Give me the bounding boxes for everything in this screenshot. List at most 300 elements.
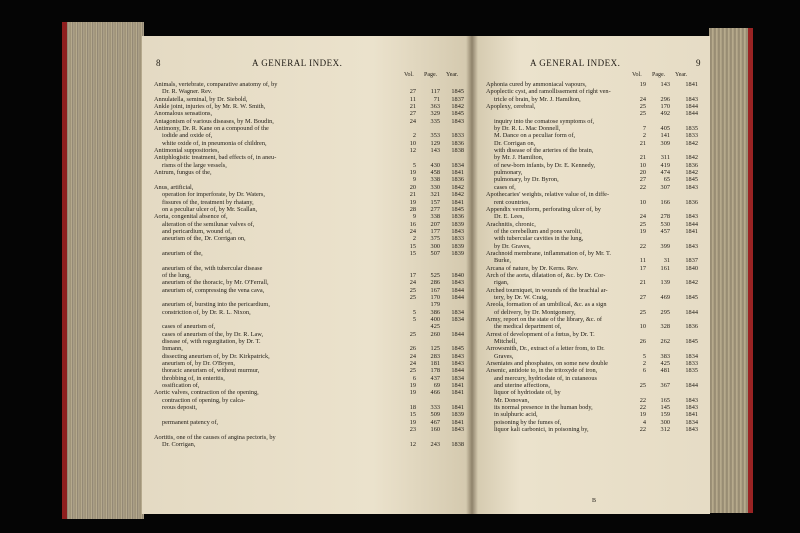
entry-text: Annulatella, seminal, by Dr. Siebold, bbox=[154, 95, 248, 103]
column-header-year: Year. bbox=[446, 72, 459, 78]
entry-page: 419 bbox=[660, 161, 670, 169]
entry-year: 1834 bbox=[451, 316, 464, 323]
column-header-vol: Vol. bbox=[404, 72, 414, 78]
entry-year: 1843 bbox=[685, 213, 698, 221]
index-entry bbox=[154, 331, 464, 338]
entry-year: 1839 bbox=[451, 249, 464, 257]
entry-text: Antrum, fungus of the, bbox=[154, 169, 212, 177]
entry-volume: 9 bbox=[412, 176, 416, 184]
entry-page: 167 bbox=[430, 286, 440, 294]
column-header-year: Year. bbox=[675, 72, 688, 78]
entry-year: 1844 bbox=[451, 286, 464, 294]
entry-volume: 21 bbox=[639, 279, 646, 287]
entry-text: disease of, with regurgitation, by Dr. T. bbox=[162, 338, 261, 346]
index-entry bbox=[486, 213, 704, 220]
entry-page: 65 bbox=[663, 176, 670, 184]
index-entry bbox=[486, 279, 704, 286]
entry-year: 1839 bbox=[451, 242, 464, 250]
index-entry bbox=[154, 206, 464, 213]
index-entries bbox=[486, 81, 704, 434]
entry-year: 1841 bbox=[685, 81, 698, 88]
entry-text: Aortic valves, contraction of the opening, bbox=[154, 389, 259, 397]
right-page bbox=[472, 36, 710, 514]
entry-text: Aorta, congenital absence of, bbox=[154, 213, 228, 221]
entry-text: its normal presence in the human body, bbox=[494, 404, 593, 412]
entry-text: constriction of, by Dr. R. L. Nixon, bbox=[162, 308, 251, 316]
entry-page: 178 bbox=[430, 367, 440, 375]
page-edges-right bbox=[709, 28, 753, 513]
index-entry bbox=[486, 206, 704, 213]
entry-text: of the cerebellum and pons varolii, bbox=[494, 227, 582, 235]
entry-text: Apoplectic cyst, and ramollissement of right ven- bbox=[486, 88, 611, 96]
entry-year: 1841 bbox=[451, 418, 464, 426]
entry-year: 1834 bbox=[685, 418, 698, 426]
index-entry bbox=[486, 169, 704, 176]
entry-volume: 16 bbox=[409, 220, 416, 228]
entry-page: 177 bbox=[430, 227, 440, 235]
entry-text: Arseniates and phosphates, on some new double bbox=[486, 360, 608, 368]
entry-volume: 12 bbox=[409, 440, 416, 448]
index-entry bbox=[486, 331, 704, 338]
index-entry bbox=[154, 426, 464, 433]
entry-volume: 26 bbox=[639, 338, 646, 346]
index-entry bbox=[486, 338, 704, 345]
entry-year: 1834 bbox=[451, 161, 464, 169]
entry-text: contraction of opening, by calca- bbox=[162, 396, 246, 404]
entry-volume: 27 bbox=[639, 176, 646, 184]
entry-text: on a peculiar ulcer of, by Mr. Scallan, bbox=[162, 205, 258, 213]
entry-text: with disease of the arteries of the brain, bbox=[494, 147, 594, 155]
entry-page: 170 bbox=[660, 103, 670, 111]
entry-year: 1842 bbox=[685, 279, 698, 287]
entry-text: Aortitis, one of the causes of angina pectoris, by bbox=[154, 433, 276, 441]
entry-year: 1843 bbox=[451, 117, 464, 125]
entry-volume: 15 bbox=[409, 249, 416, 257]
entry-text: tricle of brain, by Mr. J. Hamilton, bbox=[494, 95, 581, 103]
entry-page: 329 bbox=[430, 110, 440, 118]
entry-page: 386 bbox=[430, 308, 440, 316]
index-entry bbox=[486, 272, 704, 279]
index-entry bbox=[154, 199, 464, 206]
entry-page: 300 bbox=[430, 242, 440, 250]
entry-page: 166 bbox=[660, 198, 670, 206]
index-entry bbox=[154, 81, 464, 88]
entry-page: 296 bbox=[660, 95, 670, 103]
index-entry bbox=[154, 125, 464, 132]
index-entry bbox=[154, 294, 464, 301]
index-entry bbox=[154, 147, 464, 154]
entry-page: 159 bbox=[660, 411, 670, 419]
entry-year: 1834 bbox=[685, 352, 698, 360]
entry-text: in sulphuric acid, bbox=[494, 411, 538, 419]
entry-volume: 19 bbox=[409, 382, 416, 390]
entry-text: aneurism of the, Dr. Corrigan on, bbox=[162, 235, 246, 243]
entry-volume: 21 bbox=[639, 139, 646, 147]
entry-text: thoracic aneurism of, without murmur, bbox=[162, 367, 260, 375]
entry-page: 425 bbox=[430, 323, 440, 331]
entry-page: 312 bbox=[660, 426, 670, 434]
entry-page: 338 bbox=[430, 213, 440, 221]
index-entry bbox=[486, 404, 704, 411]
entry-text: tery, by Dr. W. Craig, bbox=[494, 293, 548, 301]
entry-text: Antagonism of various diseases, by M. Boudin, bbox=[154, 117, 274, 125]
entry-volume: 5 bbox=[642, 352, 646, 360]
index-entry bbox=[154, 110, 464, 117]
entry-year: 1845 bbox=[685, 338, 698, 346]
index-entry bbox=[154, 367, 464, 374]
index-entry bbox=[154, 301, 464, 308]
entry-text: Mr. Donovan, bbox=[494, 396, 530, 404]
entry-page: 278 bbox=[660, 213, 670, 221]
entry-text: of the lung, bbox=[162, 271, 191, 279]
index-entry bbox=[154, 169, 464, 176]
entry-text: Inmann, bbox=[162, 345, 183, 353]
entry-text: inquiry into the comatose symptoms of, bbox=[494, 117, 595, 125]
entry-page: 383 bbox=[660, 352, 670, 360]
entry-page: 525 bbox=[430, 271, 440, 279]
index-entry bbox=[486, 110, 704, 117]
entry-volume: 25 bbox=[639, 103, 646, 111]
entry-year: 1836 bbox=[451, 213, 464, 221]
index-entry bbox=[486, 235, 704, 242]
index-entry bbox=[154, 191, 464, 198]
entry-year: 1844 bbox=[451, 330, 464, 338]
index-entry bbox=[154, 375, 464, 382]
entry-text: Antimony, Dr. R. Kane on a compound of the bbox=[154, 125, 269, 133]
entry-page: 405 bbox=[660, 125, 670, 133]
index-entry bbox=[154, 279, 464, 286]
entry-text: Arched tourniquet, in wounds of the brachial ar- bbox=[486, 286, 608, 294]
entry-year: 1841 bbox=[685, 227, 698, 235]
entry-volume: 25 bbox=[639, 110, 646, 118]
index-entry bbox=[154, 272, 464, 279]
index-entry bbox=[154, 250, 464, 257]
entry-text: Dr. R. Wagner. Rev. bbox=[162, 88, 213, 96]
entry-volume: 25 bbox=[409, 286, 416, 294]
entry-text: aneurism of the, with tubercular disease bbox=[162, 264, 263, 272]
entry-year: 1844 bbox=[685, 382, 698, 390]
entry-page: 125 bbox=[430, 345, 440, 353]
index-entry bbox=[486, 375, 704, 382]
index-entry bbox=[486, 257, 704, 264]
index-entry bbox=[154, 221, 464, 228]
index-entry bbox=[486, 118, 704, 125]
index-entry bbox=[486, 184, 704, 191]
index-entry bbox=[154, 309, 464, 316]
index-entry bbox=[154, 316, 464, 323]
entry-volume: 10 bbox=[639, 161, 646, 169]
entry-year: 1843 bbox=[685, 404, 698, 412]
entry-volume: 19 bbox=[409, 389, 416, 397]
entry-volume: 5 bbox=[412, 161, 416, 169]
entry-text: liquor kali carbonici, in poisoning by, bbox=[494, 426, 589, 434]
entry-year: 1842 bbox=[451, 103, 464, 111]
signature-mark: B bbox=[592, 498, 597, 504]
entry-volume: 24 bbox=[409, 279, 416, 287]
entry-volume: 24 bbox=[639, 95, 646, 103]
entry-text: of new-born infants, by Dr. E. Kennedy, bbox=[494, 161, 596, 169]
entry-year: 1835 bbox=[685, 125, 698, 133]
column-header-page: Page. bbox=[652, 72, 666, 78]
entry-year: 1843 bbox=[685, 183, 698, 191]
entry-text: Dr. Corrigan on, bbox=[494, 139, 536, 147]
entry-page: 437 bbox=[430, 374, 440, 382]
index-entry bbox=[154, 257, 464, 264]
entry-page: 309 bbox=[660, 139, 670, 147]
entry-page: 328 bbox=[660, 323, 670, 331]
entry-text: white oxide of, in pneumonia of children, bbox=[162, 139, 267, 147]
index-entry bbox=[154, 154, 464, 161]
index-entry bbox=[154, 235, 464, 242]
entry-year: 1839 bbox=[451, 411, 464, 419]
entry-year: 1841 bbox=[685, 411, 698, 419]
entry-page: 338 bbox=[430, 176, 440, 184]
index-entry bbox=[154, 338, 464, 345]
entry-volume: 21 bbox=[409, 103, 416, 111]
book-gutter bbox=[466, 36, 478, 514]
entry-volume: 19 bbox=[409, 198, 416, 206]
entry-volume: 21 bbox=[409, 191, 416, 199]
entry-text: cases of aneurism of the, by Dr. R. Law, bbox=[162, 330, 264, 338]
entry-page: 262 bbox=[660, 338, 670, 346]
entry-volume: 2 bbox=[412, 235, 416, 243]
running-head: A GENERAL INDEX. bbox=[252, 58, 343, 68]
entry-text: Burke, bbox=[494, 257, 511, 265]
entry-page: 207 bbox=[430, 220, 440, 228]
index-entry bbox=[486, 96, 704, 103]
entry-year: 1836 bbox=[685, 198, 698, 206]
entry-volume: 24 bbox=[409, 352, 416, 360]
entry-volume: 6 bbox=[412, 374, 416, 382]
entry-year: 1844 bbox=[451, 367, 464, 375]
entry-page: 457 bbox=[660, 227, 670, 235]
entry-page: 469 bbox=[660, 293, 670, 301]
entry-year: 1833 bbox=[451, 132, 464, 140]
entry-page: 474 bbox=[660, 169, 670, 177]
entry-volume: 6 bbox=[642, 367, 646, 375]
entry-volume: 25 bbox=[409, 367, 416, 375]
entry-page: 458 bbox=[430, 169, 440, 177]
index-entry bbox=[486, 309, 704, 316]
entry-year: 1843 bbox=[451, 360, 464, 368]
entry-year: 1845 bbox=[451, 88, 464, 96]
entry-volume: 19 bbox=[409, 418, 416, 426]
index-entry bbox=[154, 434, 464, 441]
index-entry bbox=[486, 140, 704, 147]
entry-year: 1843 bbox=[451, 352, 464, 360]
entry-volume: 25 bbox=[639, 382, 646, 390]
entry-year: 1845 bbox=[451, 110, 464, 118]
entry-year: 1845 bbox=[685, 176, 698, 184]
entry-text: pulmonary, bbox=[494, 169, 523, 177]
index-entry bbox=[486, 162, 704, 169]
entry-page: 143 bbox=[660, 81, 670, 88]
entry-page: 117 bbox=[430, 88, 440, 96]
entry-year: 1843 bbox=[451, 426, 464, 434]
entry-text: by Mr. J. Hamilton, bbox=[494, 154, 544, 162]
entry-text: Arsenic, antidote to, in the tritoxyde of iron, bbox=[486, 367, 598, 375]
page-number: 8 bbox=[156, 58, 161, 68]
index-entry bbox=[486, 176, 704, 183]
page-number: 9 bbox=[696, 58, 701, 68]
index-entry bbox=[154, 88, 464, 95]
index-entry bbox=[154, 441, 464, 448]
page-edges-left bbox=[62, 22, 144, 519]
index-entry bbox=[154, 353, 464, 360]
entry-page: 286 bbox=[430, 279, 440, 287]
entry-volume: 19 bbox=[639, 81, 646, 88]
entry-volume: 20 bbox=[409, 183, 416, 191]
entry-year: 1833 bbox=[685, 360, 698, 368]
index-entry bbox=[486, 243, 704, 250]
entry-year: 1841 bbox=[451, 169, 464, 177]
entry-year: 1844 bbox=[685, 308, 698, 316]
entry-text: Anomalous sensations, bbox=[154, 110, 213, 118]
entry-year: 1845 bbox=[451, 205, 464, 213]
index-entry bbox=[486, 389, 704, 396]
entry-year: 1844 bbox=[685, 110, 698, 118]
entry-text: dissecting aneurism of, by Dr. Kirkpatrick, bbox=[162, 352, 270, 360]
entry-year: 1833 bbox=[451, 235, 464, 243]
index-entry bbox=[486, 345, 704, 352]
index-entry bbox=[486, 316, 704, 323]
entry-volume: 12 bbox=[409, 147, 416, 155]
entry-page: 179 bbox=[430, 301, 440, 309]
entry-year: 1845 bbox=[685, 293, 698, 301]
entry-volume: 25 bbox=[409, 330, 416, 338]
entry-text: Antiphlogistic treatment, bad effects of, in aneu- bbox=[154, 154, 277, 162]
entry-volume: 26 bbox=[409, 345, 416, 353]
index-entry bbox=[486, 301, 704, 308]
entry-year: 1838 bbox=[451, 440, 464, 448]
entry-text: Graves, bbox=[494, 352, 514, 360]
entry-volume: 10 bbox=[409, 139, 416, 147]
entry-page: 260 bbox=[430, 330, 440, 338]
index-entry bbox=[486, 397, 704, 404]
entry-volume: 10 bbox=[639, 198, 646, 206]
entry-page: 295 bbox=[660, 308, 670, 316]
index-entry bbox=[486, 367, 704, 374]
entry-text: Mitchell, bbox=[494, 338, 517, 346]
entry-page: 31 bbox=[663, 257, 670, 265]
entry-volume: 5 bbox=[412, 316, 416, 323]
entry-year: 1843 bbox=[451, 227, 464, 235]
entry-text: aneurism of, bursting into the pericardium, bbox=[162, 301, 270, 309]
index-entry bbox=[154, 404, 464, 411]
index-entry bbox=[486, 199, 704, 206]
entry-page: 157 bbox=[430, 198, 440, 206]
entry-volume: 22 bbox=[639, 404, 646, 412]
index-entry bbox=[154, 162, 464, 169]
entry-page: 145 bbox=[660, 404, 670, 412]
entry-text: pulmonary, by Dr. Byron, bbox=[494, 176, 559, 184]
index-entry bbox=[486, 147, 704, 154]
entry-page: 400 bbox=[430, 316, 440, 323]
entry-text: Arachnoid membrane, inflammation of, by Mr. T. bbox=[486, 249, 611, 257]
entry-text: iodide and oxide of, bbox=[162, 132, 213, 140]
entry-text: Arcana of nature, by Dr. Kerns. Rev. bbox=[486, 264, 579, 272]
entry-text: Ankle joint, injuries of, by Mr. R. W. Smith, bbox=[154, 103, 266, 111]
index-entry bbox=[486, 294, 704, 301]
entry-volume: 22 bbox=[639, 183, 646, 191]
entry-volume: 10 bbox=[639, 323, 646, 331]
index-entry bbox=[486, 419, 704, 426]
entry-text: Arrowsmith, Dr., extract of a letter from, to Dr. bbox=[486, 345, 605, 353]
entry-year: 1835 bbox=[685, 367, 698, 375]
entry-year: 1841 bbox=[451, 382, 464, 390]
entry-page: 139 bbox=[660, 279, 670, 287]
index-entry bbox=[486, 411, 704, 418]
entry-text: fissures of the, treatment by rhatany, bbox=[162, 198, 254, 206]
entry-volume: 24 bbox=[639, 213, 646, 221]
entry-volume: 11 bbox=[409, 95, 416, 103]
entry-year: 1834 bbox=[451, 308, 464, 316]
entry-year: 1843 bbox=[451, 279, 464, 287]
index-entry bbox=[154, 140, 464, 147]
entry-text: operation for imperforate, by Dr. Waters, bbox=[162, 191, 265, 199]
entry-page: 330 bbox=[430, 183, 440, 191]
index-entry bbox=[154, 103, 464, 110]
entry-volume: 9 bbox=[412, 213, 416, 221]
entry-volume: 2 bbox=[412, 132, 416, 140]
index-entry bbox=[154, 345, 464, 352]
entry-text: Dr. Corrigan, bbox=[162, 440, 196, 448]
entry-text: risms of the large vessels, bbox=[162, 161, 227, 169]
index-entry bbox=[154, 132, 464, 139]
entry-text: of delivery, by Dr. Montgomery, bbox=[494, 308, 576, 316]
entry-page: 492 bbox=[660, 110, 670, 118]
entry-page: 399 bbox=[660, 242, 670, 250]
entry-page: 321 bbox=[430, 191, 440, 199]
entry-page: 375 bbox=[430, 235, 440, 243]
entry-text: Animals, vertebrate, comparative anatomy of, by bbox=[154, 81, 278, 88]
entry-text: alteration of the semilunar valves of, bbox=[162, 220, 255, 228]
entry-page: 161 bbox=[660, 264, 670, 272]
entry-text: cases of aneurism of, bbox=[162, 323, 216, 331]
column-header-page: Page. bbox=[424, 72, 438, 78]
entry-page: 467 bbox=[430, 418, 440, 426]
entry-volume: 27 bbox=[409, 88, 416, 96]
entry-volume: 19 bbox=[639, 227, 646, 235]
index-entry bbox=[154, 118, 464, 125]
index-entry bbox=[154, 397, 464, 404]
entry-page: 363 bbox=[430, 103, 440, 111]
entry-text: Dr. E. Lees, bbox=[494, 213, 524, 221]
entry-year: 1841 bbox=[451, 198, 464, 206]
index-entry bbox=[486, 191, 704, 198]
index-entry bbox=[486, 323, 704, 330]
entry-page: 129 bbox=[430, 139, 440, 147]
entry-year: 1844 bbox=[685, 220, 698, 228]
entry-text: Anus, artificial, bbox=[154, 183, 194, 191]
entry-volume: 22 bbox=[639, 242, 646, 250]
entry-year: 1837 bbox=[685, 257, 698, 265]
entry-year: 1840 bbox=[685, 264, 698, 272]
entry-text: reous deposit, bbox=[162, 404, 197, 412]
entry-page: 141 bbox=[660, 132, 670, 140]
open-book bbox=[62, 22, 753, 519]
entry-volume: 22 bbox=[639, 426, 646, 434]
entry-year: 1843 bbox=[685, 396, 698, 404]
entry-page: 181 bbox=[430, 360, 440, 368]
entry-page: 307 bbox=[660, 183, 670, 191]
entry-volume: 23 bbox=[409, 426, 416, 434]
entry-text: Apothecaries' weights, relative value of, in diffe- bbox=[486, 191, 610, 199]
entry-year: 1840 bbox=[451, 271, 464, 279]
index-entry bbox=[486, 103, 704, 110]
entry-volume: 4 bbox=[642, 418, 646, 426]
index-entry bbox=[486, 88, 704, 95]
